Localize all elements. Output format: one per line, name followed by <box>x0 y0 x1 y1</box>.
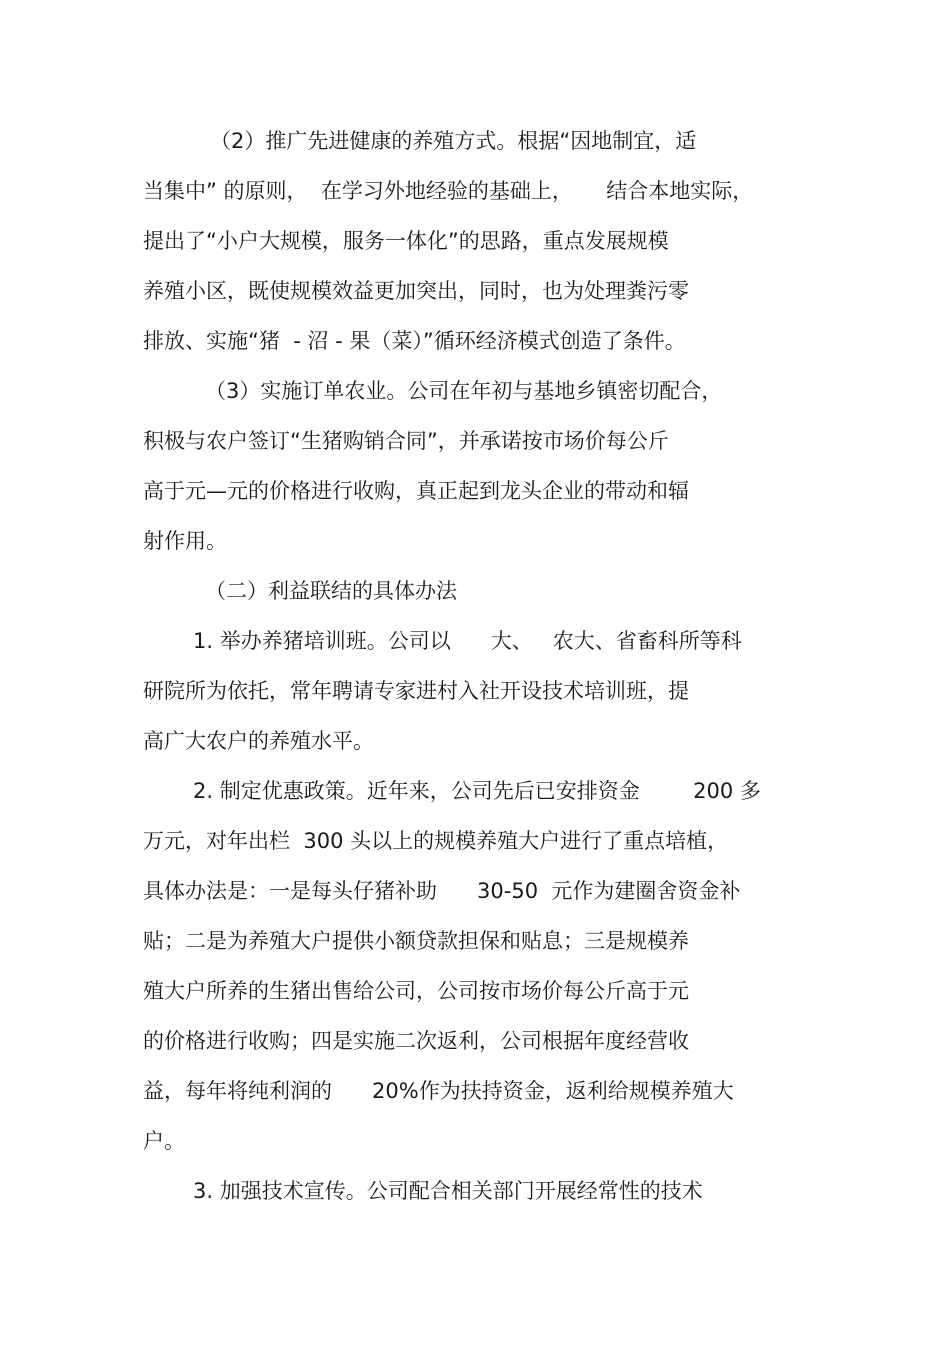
paragraph-2-line-2: 积极与农户签订“生猪购销合同”，并承诺按市场价每公斤 <box>143 429 669 453</box>
paragraph-1-line-4: 养殖小区，既使规模效益更加突出，同时，也为处理粪污零 <box>143 279 689 303</box>
paragraph-2-line-4: 射作用。 <box>143 529 227 553</box>
item-2-line-7: 益，每年将纯利润的 20%作为扶持资金，返利给规模养殖大 <box>143 1079 734 1103</box>
paragraph-1-line-5: 排放、实施“猪 - 沼 - 果（菜）”循环经济模式创造了条件。 <box>143 329 686 353</box>
paragraph-2-line-3: 高于元—元的价格进行收购，真正起到龙头企业的带动和辐 <box>143 479 689 503</box>
item-2-line-4: 贴；二是为养殖大户提供小额贷款担保和贴息；三是规模养 <box>143 929 689 953</box>
item-2-line-1: 2. 制定优惠政策。近年来，公司先后已安排资金 200 多 <box>193 779 761 803</box>
section-heading: （二）利益联结的具体办法 <box>205 579 457 603</box>
item-2-line-8: 户。 <box>143 1129 185 1153</box>
item-1-line-1: 1. 举办养猪培训班。公司以 大、 农大、省畜科所等科 <box>193 629 742 653</box>
item-2-line-5: 殖大户所养的生猪出售给公司，公司按市场价每公斤高于元 <box>143 979 689 1003</box>
paragraph-2-line-1: （3）实施订单农业。公司在年初与基地乡镇密切配合， <box>205 379 723 403</box>
item-2-line-3: 具体办法是：一是每头仔猪补助 30-50 元作为建圈舍资金补 <box>143 879 741 903</box>
paragraph-1-line-2: 当集中” 的原则， 在学习外地经验的基础上， 结合本地实际， <box>143 179 754 203</box>
paragraph-1-line-1: （2）推广先进健康的养殖方式。根据“因地制宜，适 <box>210 129 697 153</box>
item-1-line-3: 高广大农户的养殖水平。 <box>143 729 374 753</box>
paragraph-1-line-3: 提出了“小户大规模，服务一体化”的思路，重点发展规模 <box>143 229 669 253</box>
item-2-line-2: 万元，对年出栏 300 头以上的规模养殖大户进行了重点培植， <box>143 829 729 853</box>
item-2-line-6: 的价格进行收购；四是实施二次返利，公司根据年度经营收 <box>143 1029 689 1053</box>
item-1-line-2: 研院所为依托，常年聘请专家进村入社开设技术培训班，提 <box>143 679 689 703</box>
item-3-line-1: 3. 加强技术宣传。公司配合相关部门开展经常性的技术 <box>193 1179 703 1203</box>
